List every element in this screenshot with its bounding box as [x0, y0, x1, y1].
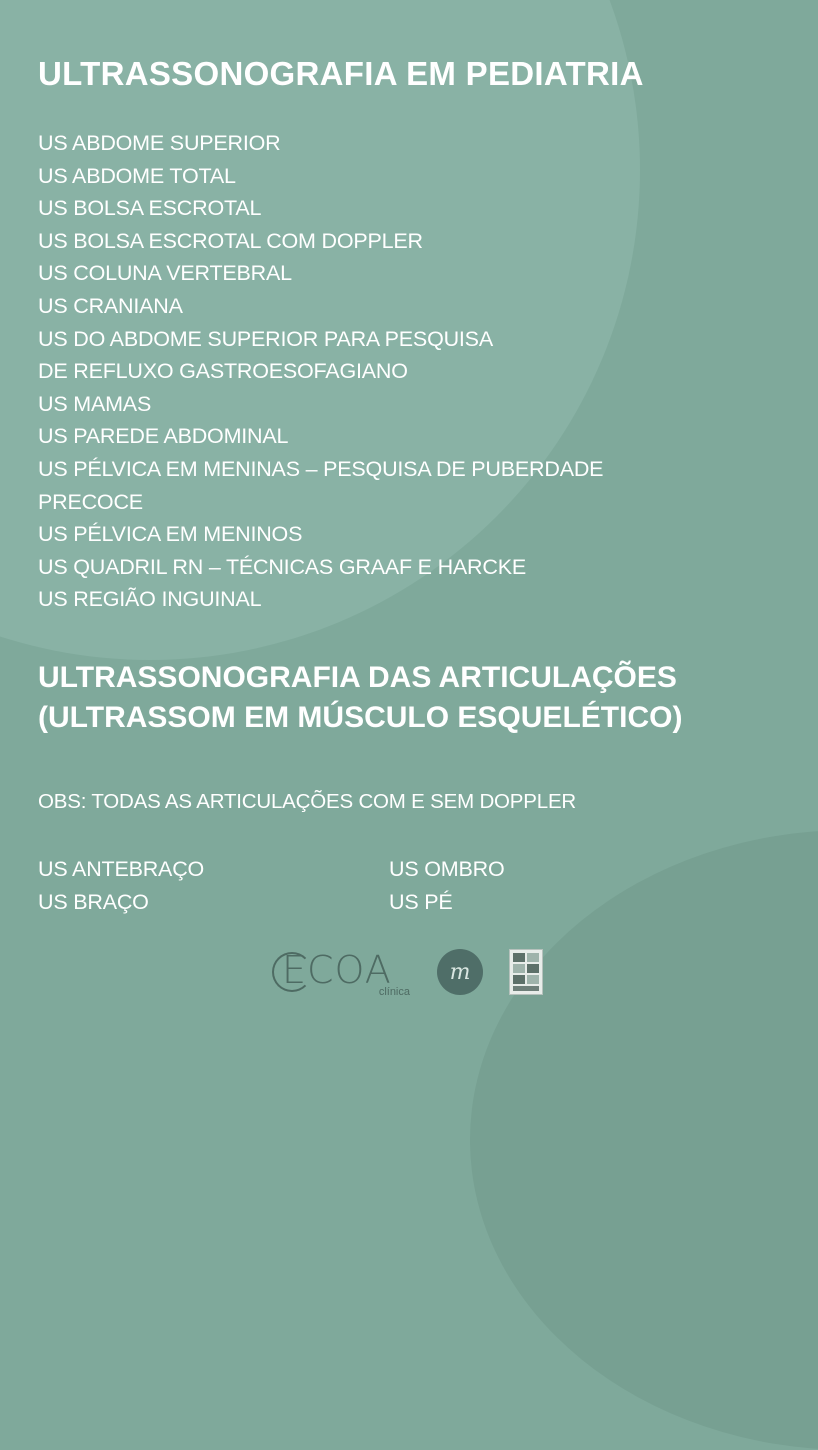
- list-item: US BRAÇO: [38, 890, 149, 914]
- list-item: US REGIÃO INGUINAL: [38, 587, 262, 612]
- background-circle-bottom: [470, 830, 818, 1450]
- joints-note: OBS: TODAS AS ARTICULAÇÕES COM E SEM DOPPLER: [38, 790, 577, 813]
- list-item: US PAREDE ABDOMINAL: [38, 424, 289, 449]
- joints-title-line1: ULTRASSONOGRAFIA DAS ARTICULAÇÕES: [38, 661, 677, 694]
- pediatrics-title: ULTRASSONOGRAFIA EM PEDIATRIA: [38, 55, 644, 92]
- list-item: US PÉ: [389, 890, 453, 914]
- list-item: DE REFLUXO GASTROESOFAGIANO: [38, 359, 408, 384]
- joints-list-right: [389, 853, 504, 919]
- ecoa-subtitle: clínica: [378, 986, 410, 998]
- joints-title-line2: (ULTRASSOM EM MÚSCULO ESQUELÉTICO): [38, 701, 683, 734]
- joints-title: [38, 658, 682, 738]
- ecoa-logo: [272, 946, 412, 998]
- circle-monogram-logo-icon: m: [437, 949, 483, 995]
- list-item: US DO ABDOME SUPERIOR PARA PESQUISA: [38, 326, 493, 351]
- list-item: US PÉLVICA EM MENINAS – PESQUISA DE PUBERDADE: [38, 456, 604, 481]
- list-item: US OMBRO: [389, 857, 505, 881]
- list-item: US PÉLVICA EM MENINOS: [38, 522, 303, 547]
- ecoa-wordmark: ECOA: [282, 948, 392, 992]
- square-grid-logo-icon: [509, 949, 543, 995]
- list-item: PRECOCE: [38, 489, 143, 514]
- list-item: US CRANIANA: [38, 293, 183, 318]
- list-item: US BOLSA ESCROTAL COM DOPPLER: [38, 228, 423, 253]
- joints-list-left: [38, 853, 204, 919]
- list-item: US MAMAS: [38, 391, 152, 416]
- pediatrics-exam-list: [38, 127, 603, 616]
- list-item: US COLUNA VERTEBRAL: [38, 261, 292, 286]
- footer-logos: [272, 946, 543, 998]
- list-item: US BOLSA ESCROTAL: [38, 196, 262, 221]
- list-item: US ABDOME TOTAL: [38, 163, 236, 188]
- list-item: US ABDOME SUPERIOR: [38, 131, 281, 155]
- list-item: US QUADRIL RN – TÉCNICAS GRAAF E HARCKE: [38, 554, 526, 579]
- list-item: US ANTEBRAÇO: [38, 857, 205, 881]
